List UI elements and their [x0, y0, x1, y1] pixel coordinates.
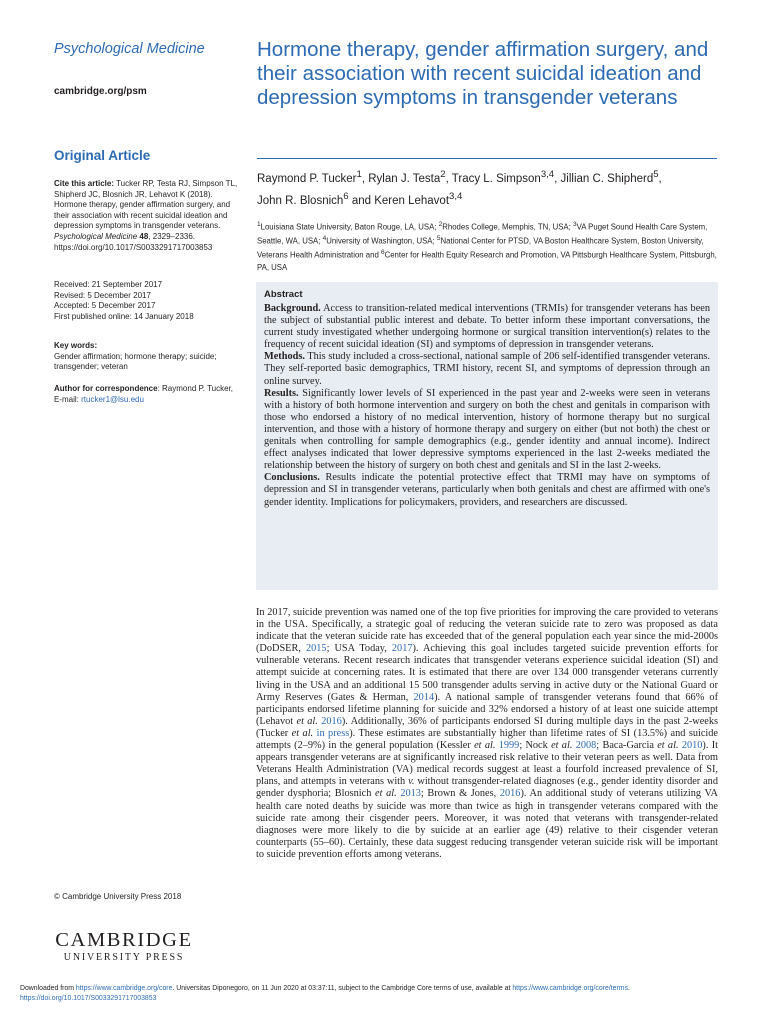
footer-link-terms[interactable]: https://www.cambridge.org/core/terms [512, 985, 628, 992]
reference-link[interactable]: 2010 [681, 740, 703, 752]
correspondence-block [54, 384, 240, 405]
affiliation-text: National Center for PTSD, VA Boston Healthcare System, Boston University, Veterans Health Administration and [257, 236, 704, 260]
abstract-results-label: Results. [264, 387, 299, 399]
footer-link-core[interactable]: https://www.cambridge.org/core [75, 985, 173, 992]
abstract-conclusions-label: Conclusions. [264, 472, 320, 484]
reference-link[interactable]: 2015 [305, 643, 327, 655]
affiliation-mark: 3 [572, 221, 577, 228]
affiliation-text: University of Washington, USA; [326, 236, 437, 246]
citation-volume: 48 [139, 231, 149, 241]
correspondence-label: Author for correspondence [54, 384, 158, 393]
author-affiliation-mark: 5 [653, 169, 659, 180]
cambridge-logo [54, 930, 194, 963]
affiliation-mark: 2 [438, 221, 443, 228]
download-footer [20, 984, 750, 1004]
et-al: et al. [474, 740, 496, 752]
keywords-block [54, 341, 240, 373]
affiliation-text: Louisiana State University, Baton Rouge, LA, USA; [260, 222, 439, 232]
body-text: ). These estimates are substantially higher than lifetime rates of SI (13.5%) and suicide attempts (2–9%) in the general population (Kessler [256, 727, 719, 752]
affiliation-text: VA Puget Sound Health Care System, Seattle, WA, USA; [257, 222, 708, 246]
abstract-methods [264, 351, 710, 387]
footer-text: . [627, 985, 630, 992]
affiliation-mark: 5 [436, 235, 441, 243]
citation-journal: Psychological Medicine [54, 231, 138, 241]
citation-rest: , 2329–2336. https://doi.org/10.1017/S0033291717003853 [54, 231, 213, 252]
author-affiliation-mark: 6 [343, 190, 349, 202]
citation-text: Tucker RP, Testa RJ, Simpson TL, Shipherd JC, Blosnich JR, Lehavot K (2018). Hormone therapy, gender affirmation surgery, and their association with recent suicidal ideation and depression symptoms in transgender veterans. [54, 179, 238, 231]
affiliation-mark: 4 [322, 235, 327, 243]
et-al: et al. [551, 740, 573, 752]
body-text: ). Additionally, 36% of participants endorsed SI during multiple days in the past 2-weeks (Tucker [256, 715, 718, 739]
reference-link[interactable]: 2016 [499, 788, 521, 800]
journal-site-link[interactable]: cambridge.org/psm [54, 86, 147, 97]
reference-link[interactable]: in press [316, 727, 350, 739]
abstract-conclusions [264, 472, 710, 508]
author-name: John R. Blosnich [257, 194, 344, 207]
reference-link[interactable]: 2008 [575, 740, 597, 752]
author-name: , Jillian C. Shipherd [554, 172, 654, 185]
body-text: ; Nock [519, 740, 552, 752]
citation-block [54, 179, 240, 253]
body-text: ; USA Today, [326, 643, 392, 655]
citation-label: Cite this article: [54, 179, 115, 188]
title-rule [257, 158, 717, 159]
body-text: ; Brown & Jones, [420, 788, 500, 800]
affiliation-text: Rhodes College, Memphis, TN, USA; [442, 222, 573, 232]
abstract-heading: Abstract [264, 289, 303, 300]
dates-block [54, 280, 240, 322]
body-text: ). It appears transgender veterans are at significantly increased risk relative to their veteran peers as well. Data from Veterans Health Administration (VA) medical records suggest at least a fourfold increased prevalence of SI, plans, and attempts in veterans with [256, 740, 719, 788]
affiliations [257, 219, 727, 273]
date-received: Received: 21 September 2017 [54, 280, 163, 289]
author-affiliation-mark: 3,4 [540, 169, 555, 180]
abstract-results [264, 388, 710, 473]
body-text: ). A national sample of transgender veterans found that 66% of participants endorsed lifetime planning for suicide and 32% endorsed a history of at least one suicide attempt (Lehavot [256, 691, 718, 727]
abstract-background-label: Background. [264, 303, 321, 314]
affiliation-mark: 1 [257, 221, 261, 228]
footer-text: Downloaded from [20, 985, 76, 992]
reference-link[interactable]: 2017 [391, 643, 413, 655]
body-text: without transgender-related diagnoses (e.g., gender identity disorder and gender dysphoria; Blosnich [256, 776, 718, 800]
author-name: and Keren Lehavot [348, 194, 450, 207]
journal-name: Psychological Medicine [54, 41, 205, 57]
reference-link[interactable]: 2014 [413, 691, 435, 703]
correspondence-text: : Raymond P. Tucker, E-mail: [54, 384, 234, 404]
author-separator: , [658, 172, 662, 185]
abstract-box [256, 282, 718, 590]
et-al: et al. [291, 727, 314, 739]
keywords-label: Key words: [54, 341, 98, 350]
affiliation-mark: 6 [380, 249, 385, 257]
correspondence-email-link[interactable]: rtucker1@lsu.edu [81, 394, 144, 404]
reference-link[interactable]: 1999 [498, 740, 520, 752]
footer-link-doi[interactable]: https://doi.org/10.1017/S0033291717003853 [20, 995, 157, 1002]
abstract-methods-text: This study included a cross-sectional, national sample of 206 self-identified transgender veterans. They self-reported basic demographics, TRMI history, recent SI, and symptoms of depression through an online survey. [264, 351, 710, 387]
date-revised: Revised: 5 December 2017 [54, 290, 151, 300]
versus-abbrev: v. [408, 776, 415, 788]
author-name: , Tracy L. Simpson [445, 172, 541, 185]
et-al: et al. [296, 715, 318, 727]
abstract-conclusions-text: Results indicate the potential protective effect that TRMI may have on symptoms of depression and SI in transgender veterans, particularly when both genitals and chest are affirmed with one's gender identity. Implications for policymakers, providers, and researchers are discussed. [264, 472, 710, 508]
affiliation-text: Center for Health Equity Research and Promotion, VA Pittsburgh Healthcare System, Pittsburgh, PA, USA [257, 250, 717, 272]
body-text: ). An additional study of veterans utilizing VA health care noted deaths by suicide was more than twice as high in transgender veterans compared with the suicide rate among their cisgender peers. Moreover, it was noted that veterans with transgender-related diagnoses were more likely to die by suicide at an earlier age (49) relative to their cisgender veteran counterparts (55–60). Certainly, these data suggest reducing transgender veteran suicide risk will be important to suicide prevention efforts among veterans. [256, 788, 718, 860]
et-al: et al. [657, 740, 679, 752]
article-title: Hormone therapy, gender affirmation surgery, and their association with recent suicidal ideation and depression symptoms in transgender veterans [257, 38, 709, 109]
body-paragraph [256, 607, 718, 861]
author-affiliation-mark: 1 [356, 169, 362, 180]
author-affiliation-mark: 2 [440, 169, 446, 180]
abstract-methods-label: Methods. [264, 351, 305, 363]
date-accepted: Accepted: 5 December 2017 [54, 301, 156, 311]
copyright-notice: © Cambridge University Press 2018 [54, 892, 182, 901]
abstract-background [264, 303, 710, 351]
reference-link[interactable]: 2013 [400, 788, 421, 800]
author-name: , Rylan J. Testa [361, 172, 441, 185]
body-text: In 2017, suicide prevention was named one of the top five priorities for improving the care provided to veterans in the USA. Specifically, a strategic goal of reducing the veteran suicide rate to zero was proposed as data indicate that the veteran suicide rate has exceeded that of the general population each year since the mid-2000s (DoDSER, [256, 607, 718, 655]
keywords-text: Gender affirmation; hormone therapy; suicide; transgender; veteran [54, 351, 217, 372]
et-al: et al. [375, 788, 397, 800]
abstract-results-text: Significantly lower levels of SI experienced in the past year and 2-weeks were seen in veterans with a history of both hormone intervention and surgery on both the chest and genitals in comparison with those who endorsed a history of no medical intervention, history of hormone therapy but no surgical intervention, and those with a history of hormone therapy and surgery on either (but not both) the chest or genitals when controlling for sample demographics (e.g., gender identity and annual income). Indirect effect analyses indicated that lower depressive symptoms experienced in the last 2-weeks mediated the relationship between the history of surgery on both chest and genitals and SI in the last 2-weeks. [264, 387, 710, 472]
footer-text: . Universitas Diponegoro, on 11 Jun 2020 at 03:37:11, subject to the Cambridge Core terms of use, available at [172, 985, 513, 992]
body-text: ). Achieving this goal includes targeted suicide prevention efforts for vulnerable veterans. Recent research indicates that transgender veterans experience suicidal ideation (SI) and attempt suicide at concerning rates. It is estimated that there are over 134 000 transgender veterans currently living in the USA and an additional 15 500 transgender adults serving in active duty or the National Guard or Army Reserves (Gates & Herman, [256, 643, 719, 703]
author-affiliation-mark: 3,4 [449, 190, 463, 202]
author-list [257, 166, 727, 210]
reference-link[interactable]: 2016 [321, 715, 342, 727]
logo-line-university-press: UNIVERSITY PRESS [63, 952, 185, 963]
logo-line-cambridge: CAMBRIDGE [55, 929, 193, 951]
abstract-background-text: Access to transition-related medical interventions (TRMIs) for transgender veterans has been the subject of substantial public interest and debate. To better inform these important conversations, the current study investigated whether undergoing hormone or surgical transition intervention(s) relates to the frequency of recent suicidal ideation (SI) and symptoms of depression in transgender veterans. [264, 303, 710, 351]
article-type: Original Article [54, 148, 151, 163]
date-published: First published online: 14 January 2018 [54, 311, 194, 321]
body-text: ; Baca-Garcia [596, 740, 658, 752]
author-name: Raymond P. Tucker [257, 172, 357, 185]
